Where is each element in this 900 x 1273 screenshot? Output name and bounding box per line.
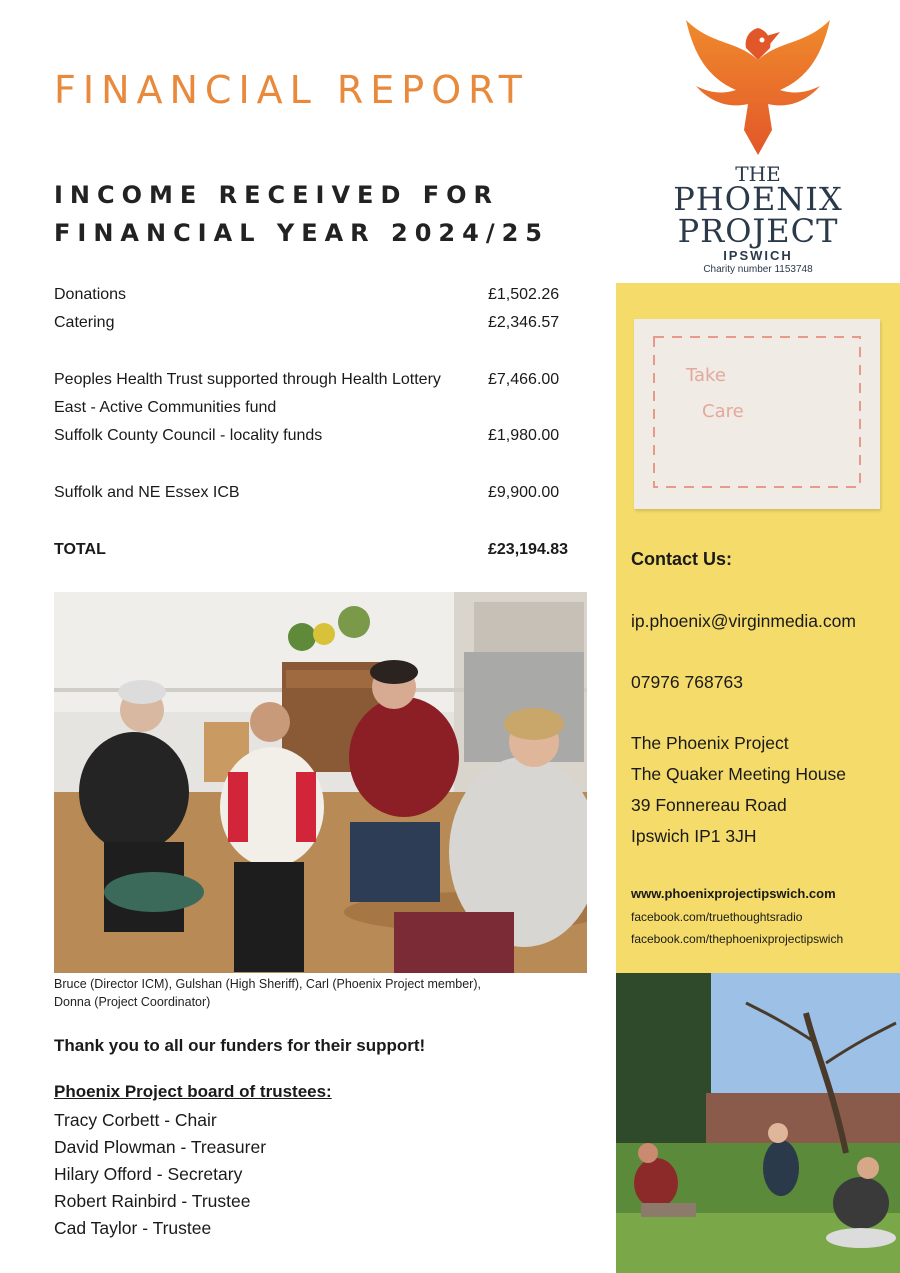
income-label: Catering (54, 314, 115, 331)
income-amount: £1,980.00 (488, 427, 560, 444)
income-heading-line1: INCOME RECEIVED FOR (54, 181, 499, 209)
income-row-icb (54, 484, 584, 512)
report-title: FINANCIAL REPORT (54, 68, 529, 112)
logo-ipswich: IPSWICH (723, 248, 793, 263)
total-amount: £23,194.83 (488, 541, 569, 558)
income-label: Suffolk County Council - locality funds (54, 427, 323, 444)
address-line: Ipswich IP1 3JH (631, 826, 757, 846)
income-row-total (54, 541, 584, 569)
income-amount: £2,346.57 (488, 314, 560, 331)
garden-photo (616, 973, 900, 1273)
trustee-item: Robert Rainbird - Trustee (54, 1191, 251, 1211)
trustee-item: Hilary Offord - Secretary (54, 1164, 243, 1184)
income-amount: £1,502.26 (488, 286, 560, 303)
address-line: The Quaker Meeting House (631, 764, 846, 784)
logo (616, 0, 900, 283)
address-line: 39 Fonnereau Road (631, 795, 787, 815)
income-amount: £7,466.00 (488, 371, 560, 388)
trustee-item: David Plowman - Treasurer (54, 1137, 267, 1157)
trustees-list (54, 1107, 266, 1242)
photo-caption (54, 975, 574, 1011)
income-row-peoples-health (54, 371, 584, 399)
charity-number: Charity number 1153748 (703, 264, 813, 275)
income-label: Peoples Health Trust supported through Health Lottery (54, 371, 441, 388)
facebook-link[interactable]: facebook.com/truethoughtsradio (631, 910, 803, 924)
income-row-catering (54, 314, 584, 342)
income-amount: £9,900.00 (488, 484, 560, 501)
patch-text-line1: Take (686, 365, 726, 386)
phoenix-bird-icon (616, 0, 900, 165)
income-heading (54, 176, 549, 252)
sidebar (616, 0, 900, 1273)
contact-email[interactable]: ip.phoenix@virginmedia.com (631, 611, 856, 631)
income-label: Donations (54, 286, 127, 303)
logo-phoenix: PHOENIX (673, 180, 843, 218)
logo-the: THE (735, 162, 781, 186)
photo-caption-line1: Bruce (Director ICM), Gulshan (High Sheriff), Carl (Phoenix Project member), (54, 977, 481, 991)
income-label: Suffolk and NE Essex ICB (54, 484, 240, 501)
group-photo (54, 592, 587, 973)
income-label-continued: East - Active Communities fund (54, 399, 277, 416)
facebook-link[interactable]: facebook.com/thephoenixprojectipswich (631, 932, 844, 946)
trustees-heading: Phoenix Project board of trustees: (54, 1082, 332, 1101)
income-heading-line2: FINANCIAL YEAR 2024/25 (54, 219, 549, 247)
income-row-donations (54, 286, 584, 314)
thanks-message: Thank you to all our funders for their support! (54, 1036, 426, 1055)
photo-caption-line2: Donna (Project Coordinator) (54, 995, 211, 1009)
website-link[interactable]: www.phoenixprojectipswich.com (631, 886, 836, 901)
income-row-peoples-health-cont (54, 399, 584, 427)
contact-phone[interactable]: 07976 768763 (631, 672, 743, 692)
address-line: The Phoenix Project (631, 733, 789, 753)
trustee-item: Tracy Corbett - Chair (54, 1110, 217, 1130)
contact-heading: Contact Us: (631, 549, 733, 569)
income-row-suffolk-cc (54, 427, 584, 455)
patch-text-line2: Care (702, 401, 744, 422)
trustee-item: Cad Taylor - Trustee (54, 1218, 212, 1238)
logo-project: PROJECT (677, 212, 839, 250)
embroidered-patch-image (634, 319, 880, 509)
total-label: TOTAL (54, 541, 106, 558)
contact-panel (616, 283, 900, 973)
